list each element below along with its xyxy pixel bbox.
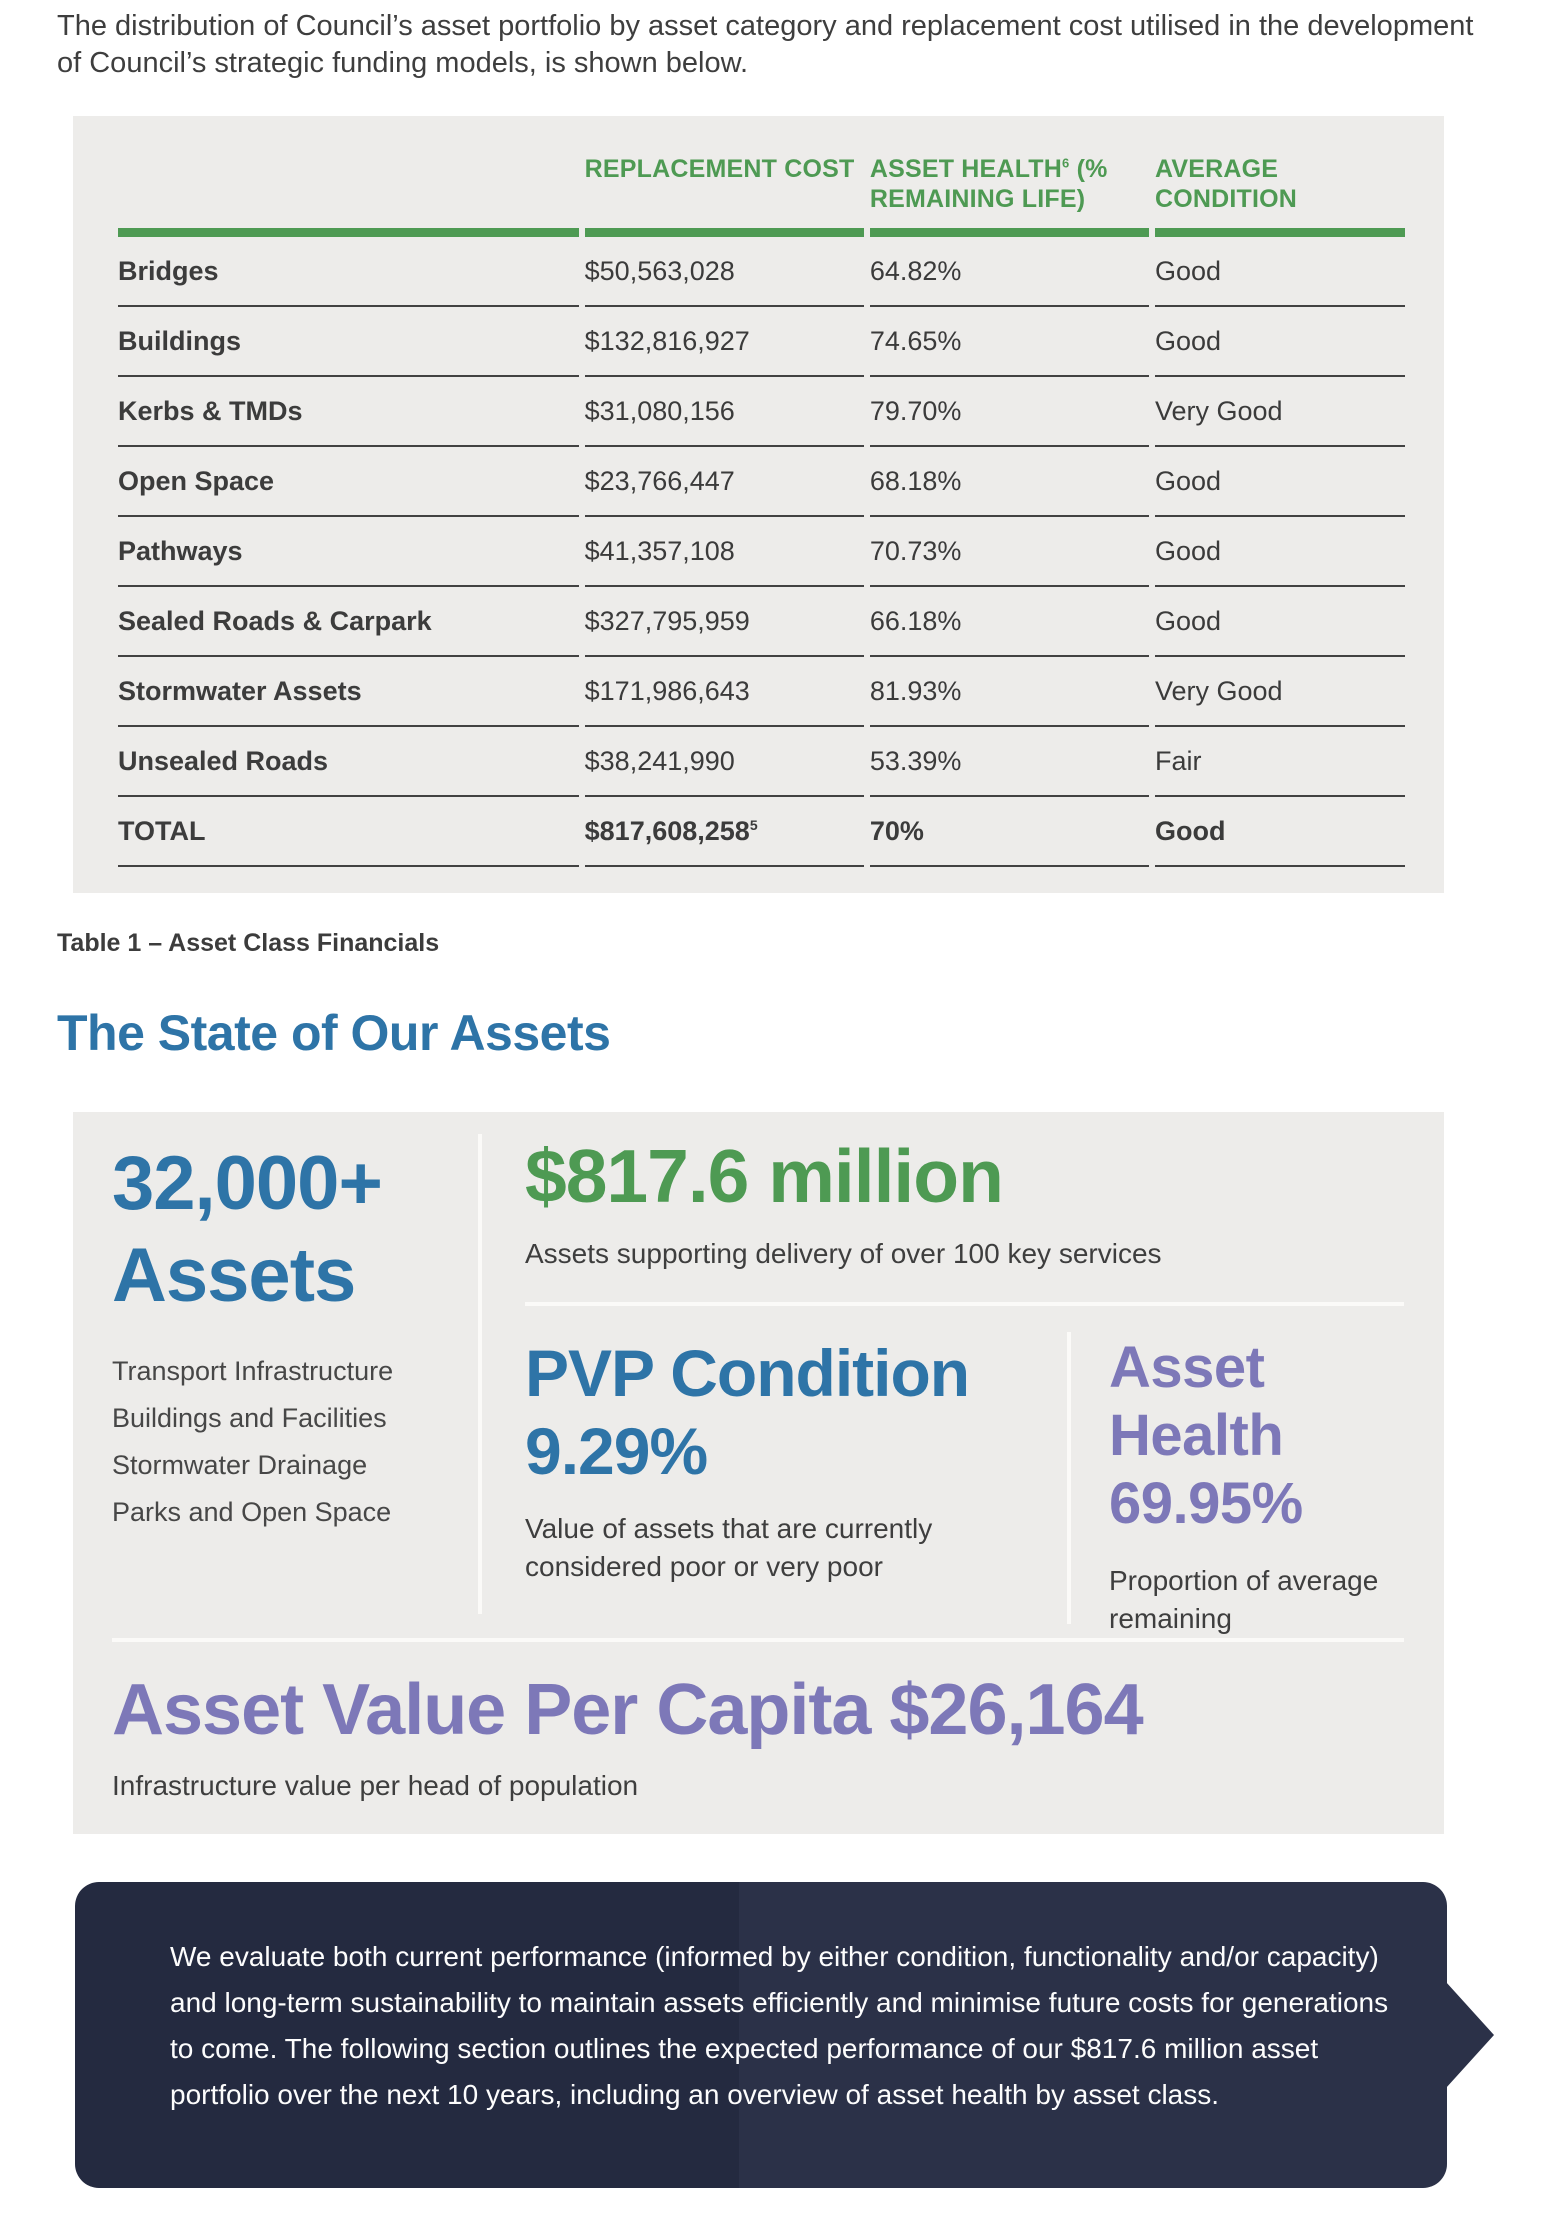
table-cell: TOTAL xyxy=(118,797,579,867)
table-cell: $41,357,108 xyxy=(585,517,864,587)
table-cell: $171,986,643 xyxy=(585,657,864,727)
assets-count-stat xyxy=(112,1138,478,1322)
footnote-marker: 5 xyxy=(749,817,758,833)
table-cell: $31,080,156 xyxy=(585,377,864,447)
table-row xyxy=(118,727,1405,797)
table-cell: $23,766,447 xyxy=(585,447,864,517)
table-cell: 64.82% xyxy=(870,237,1149,307)
list-item: Parks and Open Space xyxy=(112,1497,392,1527)
column-header-blank xyxy=(118,154,579,237)
table-cell: $817,608,258$^5$ xyxy=(585,797,864,867)
table-cell: $50,563,028 xyxy=(585,237,864,307)
pvp-stat-title: PVP Condition xyxy=(525,1336,970,1410)
footnote-marker: 6 xyxy=(1062,155,1070,171)
table-row xyxy=(118,517,1405,587)
table-cell: Good xyxy=(1155,587,1405,657)
pvp-stat xyxy=(525,1334,1067,1490)
asset-types-list xyxy=(112,1348,478,1536)
pvp-condition-block xyxy=(525,1306,1067,1638)
table-caption: Table 1 – Asset Class Financials xyxy=(57,929,440,957)
arrow-right-icon xyxy=(1446,1982,1494,2088)
table-cell: 68.18% xyxy=(870,447,1149,517)
intro-paragraph: The distribution of Council’s asset portfolio by asset category and replacement cost utilised in the development of Council’s strategic funding models, is shown below. xyxy=(57,10,1474,79)
table-body xyxy=(118,237,1405,867)
pvp-stat-value: 9.29% xyxy=(525,1414,708,1488)
list-item: Buildings and Facilities xyxy=(112,1403,387,1433)
table-cell: 70% xyxy=(870,797,1149,867)
table-row xyxy=(118,237,1405,307)
table-cell: 70.73% xyxy=(870,517,1149,587)
asset-class-financials-table xyxy=(112,154,1411,867)
table-cell: 74.65% xyxy=(870,307,1149,377)
table-cell: Sealed Roads & Carpark xyxy=(118,587,579,657)
stats-right-column xyxy=(482,1134,1404,1638)
table-row xyxy=(118,447,1405,517)
table-cell: Stormwater Assets xyxy=(118,657,579,727)
capita-stat: Asset Value Per Capita $26,164 xyxy=(112,1670,1143,1750)
column-header-asset-health: ASSET HEALTH$^6$ (% REMAINING LIFE) xyxy=(870,154,1149,237)
callout-text: We evaluate both current performance (informed by either condition, functionality and/or capacity) and long-term sustainability to maintain assets efficiently and minimise future costs for generations to come. The following section outlines the expected performance of our $817.6 million asset portfolio over the next 10 years, including an overview of asset health by asset class. xyxy=(170,1941,1389,2110)
stats-panel xyxy=(73,1112,1444,1834)
table-cell: Pathways xyxy=(118,517,579,587)
health-stat-value: 69.95% xyxy=(1109,1471,1303,1536)
table-cell: Good xyxy=(1155,517,1405,587)
section-heading: The State of Our Assets xyxy=(57,1005,611,1061)
table-cell: Very Good xyxy=(1155,657,1405,727)
table-cell: Bridges xyxy=(118,237,579,307)
table-cell: Very Good xyxy=(1155,377,1405,447)
assets-count-block xyxy=(112,1134,478,1638)
list-item: Stormwater Drainage xyxy=(112,1450,368,1480)
table-cell: Good xyxy=(1155,447,1405,517)
stats-top-row xyxy=(73,1112,1444,1638)
table-row xyxy=(118,587,1405,657)
table-cell: 53.39% xyxy=(870,727,1149,797)
assets-count-word: Assets xyxy=(112,1233,356,1318)
table-cell: $38,241,990 xyxy=(585,727,864,797)
health-stat xyxy=(1109,1334,1404,1538)
column-header-replacement-cost: REPLACEMENT COST xyxy=(585,154,864,237)
table-cell: Fair xyxy=(1155,727,1405,797)
health-caption: Proportion of average remaining xyxy=(1109,1565,1379,1634)
table-cell: Good xyxy=(1155,307,1405,377)
table-cell: Good xyxy=(1155,237,1405,307)
table-cell: Unsealed Roads xyxy=(118,727,579,797)
table-row xyxy=(118,377,1405,447)
column-header-average-condition: AVERAGE CONDITION xyxy=(1155,154,1405,237)
table-cell: $327,795,959 xyxy=(585,587,864,657)
asset-table-panel xyxy=(73,116,1444,893)
capita-caption: Infrastructure value per head of population xyxy=(112,1770,639,1801)
table-cell: Good xyxy=(1155,797,1405,867)
table-cell: 66.18% xyxy=(870,587,1149,657)
callout-panel xyxy=(75,1882,1447,2188)
capita-block xyxy=(73,1642,1444,1834)
portfolio-value-block xyxy=(525,1134,1404,1272)
table-cell: Kerbs & TMDs xyxy=(118,377,579,447)
table-header-row xyxy=(118,154,1405,237)
table-cell: 81.93% xyxy=(870,657,1149,727)
table-row-total xyxy=(118,797,1405,867)
table-cell: Buildings xyxy=(118,307,579,377)
health-stat-title: Asset Health xyxy=(1109,1335,1284,1468)
list-item: Transport Infrastructure xyxy=(112,1356,394,1386)
table-row xyxy=(118,657,1405,727)
condition-health-row xyxy=(525,1306,1404,1638)
table-cell: Open Space xyxy=(118,447,579,517)
table-cell: $132,816,927 xyxy=(585,307,864,377)
portfolio-caption: Assets supporting delivery of over 100 key services xyxy=(525,1238,1162,1269)
table-row xyxy=(118,307,1405,377)
pvp-caption: Value of assets that are currently considered poor or very poor xyxy=(525,1513,933,1582)
portfolio-value-stat: $817.6 million xyxy=(525,1134,1003,1218)
table-cell: 79.70% xyxy=(870,377,1149,447)
assets-count-value: 32,000+ xyxy=(112,1141,382,1226)
asset-health-block xyxy=(1071,1306,1404,1638)
